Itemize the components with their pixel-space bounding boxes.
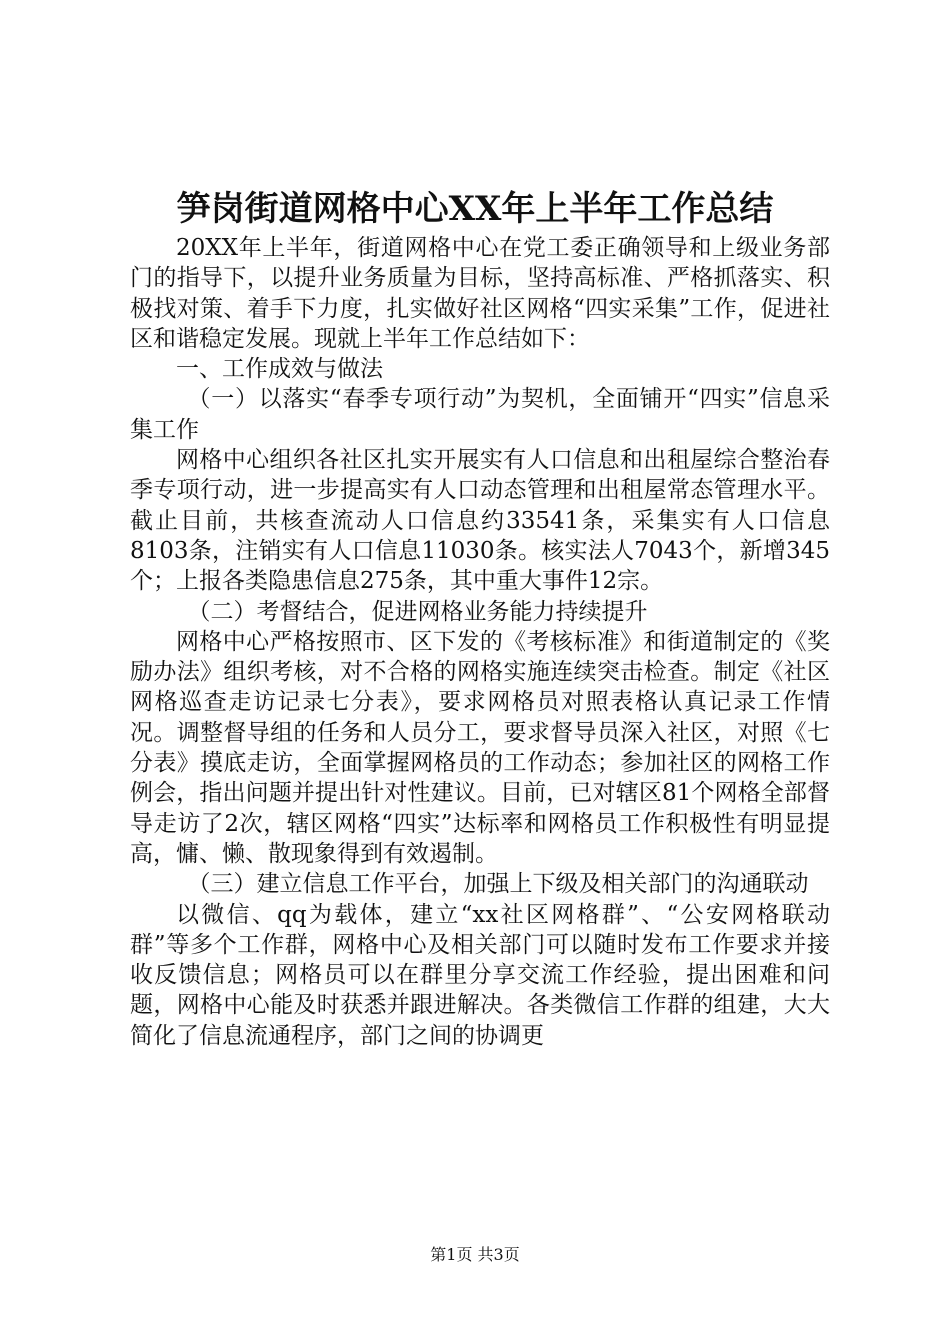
- subsection-heading-2: （二）考督结合，促进网格业务能力持续提升: [187, 598, 648, 625]
- body-paragraph-2: 网格中心严格按照市、区下发的《考核标准》和街道制定的《奖励办法》组织考核，对不合格的网格实施连续突击检查。制定《社区网格巡查走访记录七分表》，要求网格员对照表格认真记录工作情况。调整督导组的任务和人员分工，要求督导员深入社区，对照《七分表》摸底走访，全面掌握网格员的工作动态；参加社区的网格工作例会，指出问题并提出针对性建议。目前，已对辖区81个网格全部督导走访了2次，辖区网格“四实”达标率和网格员工作积极性有明显提高，慵、懒、散现象得到有效遏制。: [130, 628, 830, 867]
- section-heading: 一、工作成效与做法: [176, 356, 383, 383]
- body-paragraph-3: 以微信、qq为载体，建立“xx社区网格群”、“公安网格联动群”等多个工作群，网格中心及相关部门可以随时发布工作要求并接收反馈信息；网格员可以在群里分享交流工作经验，提出困难和问题，网格中心能及时获悉并跟进解决。各类微信工作群的组建，大大简化了信息流通程序，部门之间的协调更: [130, 901, 830, 1049]
- subsection-heading-3: （三）建立信息工作平台，加强上下级及相关部门的沟通联动: [187, 871, 809, 898]
- body-paragraph-1: 网格中心组织各社区扎实开展实有人口信息和出租屋综合整治春季专项行动，进一步提高实有人口动态管理和出租屋常态管理水平。截止目前，共核查流动人口信息约33541条，采集实有人口信息8103条，注销实有人口信息11030条。核实法人7043个，新增345个；上报各类隐患信息275条，其中重大事件12宗。: [130, 447, 830, 595]
- document-body: [130, 233, 830, 1051]
- intro-paragraph: 20XX年上半年，街道网格中心在党工委正确领导和上级业务部门的指导下，以提升业务质量为目标，坚持高标准、严格抓落实、积极找对策、着手下力度，扎实做好社区网格“四实采集”工作，促进社区和谐稳定发展。现就上半年工作总结如下：: [130, 235, 830, 352]
- document-title: 笋岗街道网格中心XX年上半年工作总结: [176, 189, 774, 229]
- page-footer: 第1页 共3页: [430, 1245, 520, 1264]
- subsection-heading-1: （一）以落实“春季专项行动”为契机，全面铺开“四实”信息采集工作: [130, 386, 830, 443]
